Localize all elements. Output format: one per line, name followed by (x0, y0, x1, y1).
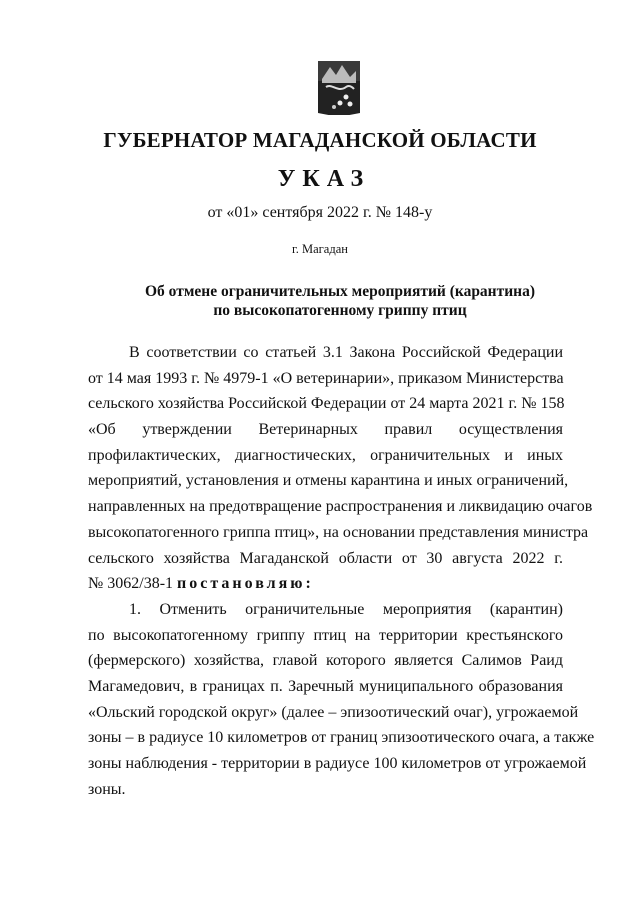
body-line: (фермерского) хозяйства, главой которого является Салимов Раид (88, 652, 563, 670)
body-line: сельского хозяйства Российской Федерации от 24 марта 2021 г. № 158 (88, 395, 565, 413)
body-line-decree (88, 571, 563, 597)
clause-1 (88, 597, 595, 803)
body-line: сельского хозяйства Магаданской области от 30 августа 2022 г. (88, 549, 563, 567)
document-subject (0, 282, 640, 320)
coat-of-arms-icon (316, 59, 362, 115)
document-date-number: от «01» сентября 2022 г. № 148-у (207, 204, 433, 221)
body-line: высокопатогенного гриппа птиц», на основании представления министра (88, 523, 589, 541)
body-line: «Об утверждении Ветеринарных правил осуществления (88, 421, 563, 439)
body-line: от 14 мая 1993 г. № 4979-1 «О ветеринарии», приказом Министерства (88, 369, 564, 387)
preamble-paragraph (88, 340, 593, 597)
body-line: «Ольский городской округ» (далее – эпизоотический очаг), угрожаемой (88, 703, 579, 721)
body-line: 1. Отменить ограничительные мероприятия (карантин) (129, 600, 563, 618)
document-place: г. Магадан (292, 242, 348, 256)
body-line: по высокопатогенному гриппу птиц на территории крестьянского (88, 626, 563, 644)
decree-word: постановляю: (177, 575, 314, 593)
issuer-title: ГУБЕРНАТОР МАГАДАНСКОЙ ОБЛАСТИ (103, 128, 537, 152)
appeal-reference: № 3062/38-1 (88, 575, 178, 593)
document-body (88, 340, 595, 802)
body-line: профилактических, диагностических, ограничительных и иных (88, 446, 563, 464)
subject-line: Об отмене ограничительных мероприятий (карантина) (144, 283, 536, 300)
body-line: мероприятий, установления и отмены карантина и иных ограничений, (88, 472, 569, 490)
document-type: УКАЗ (277, 166, 371, 192)
body-line: Магамедович, в границах п. Заречный муниципального образования (88, 677, 563, 695)
subject-line: по высокопатогенному гриппу птиц (213, 302, 467, 319)
body-line: зоны наблюдения - территории в радиусе 100 километров от угрожаемой (88, 755, 587, 772)
body-line: направленных на предотвращение распространения и ликвидацию очагов (88, 498, 593, 516)
body-line: В соответствии со статьей 3.1 Закона Российской Федерации (129, 344, 563, 361)
body-line: зоны – в радиусе 10 километров от границ эпизоотического очага, а также (88, 729, 595, 747)
body-line: зоны. (88, 780, 126, 798)
